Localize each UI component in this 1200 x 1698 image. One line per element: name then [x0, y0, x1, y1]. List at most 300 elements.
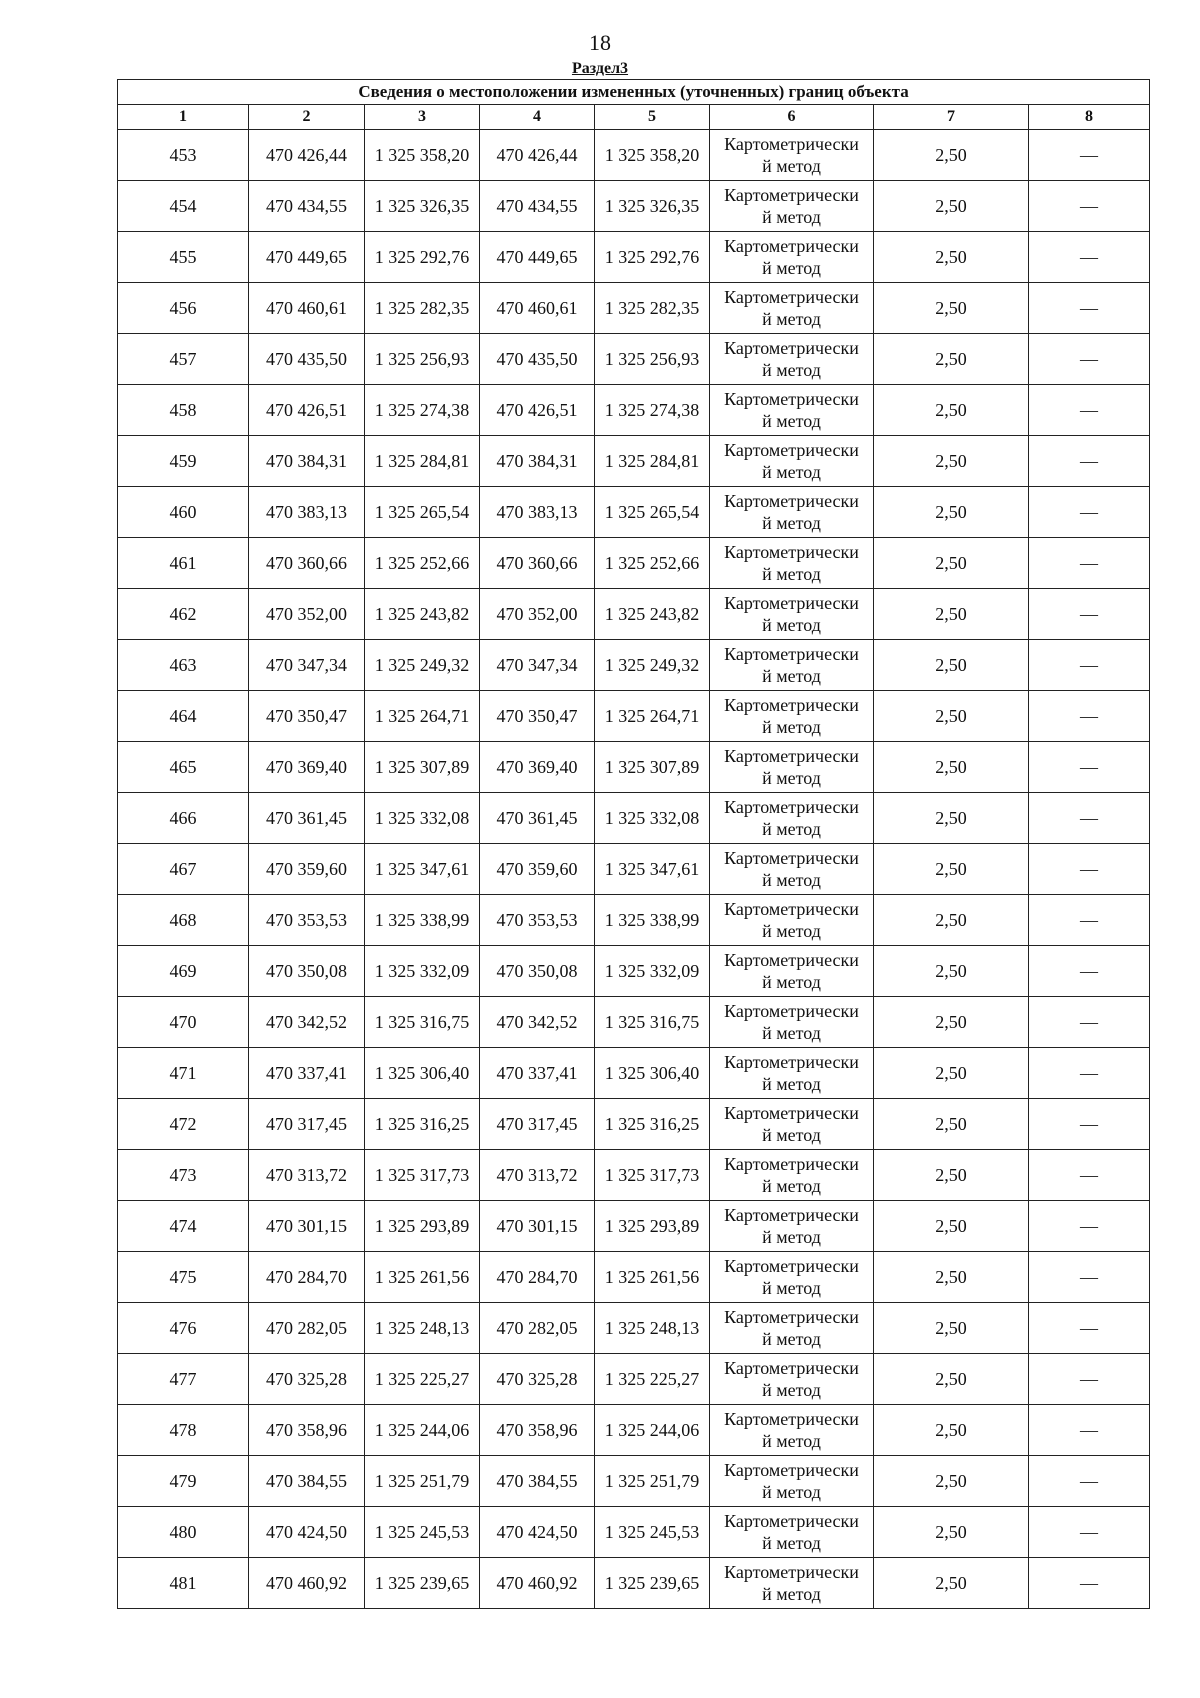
x-new-cell: 470 353,53	[480, 895, 595, 946]
method-cell	[710, 997, 874, 1048]
accuracy-cell: 2,50	[874, 1405, 1029, 1456]
y-new-cell: 1 325 239,65	[595, 1558, 710, 1609]
accuracy-cell: 2,50	[874, 1048, 1029, 1099]
method-text-line: Картометрически	[724, 1256, 859, 1276]
point-number-cell: 463	[118, 640, 249, 691]
point-number-cell: 453	[118, 130, 249, 181]
method-text-line: й метод	[762, 462, 821, 482]
x-new-cell: 470 384,31	[480, 436, 595, 487]
point-number-cell: 461	[118, 538, 249, 589]
method-text-line: й метод	[762, 1482, 821, 1502]
method-cell	[710, 946, 874, 997]
x-new-cell: 470 282,05	[480, 1303, 595, 1354]
x-existing-cell: 470 426,44	[249, 130, 365, 181]
method-text-line: Картометрически	[724, 746, 859, 766]
table-row	[118, 232, 1150, 283]
method-cell	[710, 538, 874, 589]
method-cell	[710, 742, 874, 793]
x-existing-cell: 470 359,60	[249, 844, 365, 895]
accuracy-cell: 2,50	[874, 385, 1029, 436]
y-existing-cell: 1 325 265,54	[365, 487, 480, 538]
y-existing-cell: 1 325 252,66	[365, 538, 480, 589]
x-existing-cell: 470 383,13	[249, 487, 365, 538]
point-number-cell: 473	[118, 1150, 249, 1201]
note-cell: —	[1029, 181, 1150, 232]
table-row	[118, 691, 1150, 742]
table-row	[118, 1201, 1150, 1252]
accuracy-cell: 2,50	[874, 640, 1029, 691]
x-existing-cell: 470 449,65	[249, 232, 365, 283]
method-cell	[710, 589, 874, 640]
x-existing-cell: 470 426,51	[249, 385, 365, 436]
y-existing-cell: 1 325 284,81	[365, 436, 480, 487]
x-new-cell: 470 301,15	[480, 1201, 595, 1252]
x-existing-cell: 470 342,52	[249, 997, 365, 1048]
method-text-line: Картометрически	[724, 134, 859, 154]
x-existing-cell: 470 301,15	[249, 1201, 365, 1252]
x-existing-cell: 470 350,08	[249, 946, 365, 997]
y-existing-cell: 1 325 347,61	[365, 844, 480, 895]
x-new-cell: 470 337,41	[480, 1048, 595, 1099]
note-cell: —	[1029, 946, 1150, 997]
column-number: 7	[874, 105, 1029, 130]
y-existing-cell: 1 325 261,56	[365, 1252, 480, 1303]
accuracy-cell: 2,50	[874, 538, 1029, 589]
method-cell	[710, 232, 874, 283]
table-row	[118, 895, 1150, 946]
y-new-cell: 1 325 358,20	[595, 130, 710, 181]
x-new-cell: 470 352,00	[480, 589, 595, 640]
y-new-cell: 1 325 317,73	[595, 1150, 710, 1201]
point-number-cell: 481	[118, 1558, 249, 1609]
note-cell: —	[1029, 232, 1150, 283]
accuracy-cell: 2,50	[874, 1201, 1029, 1252]
accuracy-cell: 2,50	[874, 334, 1029, 385]
y-existing-cell: 1 325 316,25	[365, 1099, 480, 1150]
accuracy-cell: 2,50	[874, 997, 1029, 1048]
method-text-line: Картометрически	[724, 899, 859, 919]
y-existing-cell: 1 325 332,09	[365, 946, 480, 997]
table-row	[118, 1405, 1150, 1456]
table-row	[118, 1099, 1150, 1150]
method-text-line: й метод	[762, 513, 821, 533]
y-existing-cell: 1 325 332,08	[365, 793, 480, 844]
y-existing-cell: 1 325 243,82	[365, 589, 480, 640]
accuracy-cell: 2,50	[874, 793, 1029, 844]
table-row	[118, 742, 1150, 793]
y-existing-cell: 1 325 256,93	[365, 334, 480, 385]
method-text-line: й метод	[762, 768, 821, 788]
table-caption-row	[118, 80, 1150, 105]
method-text-line: й метод	[762, 1533, 821, 1553]
method-text-line: й метод	[762, 1023, 821, 1043]
x-existing-cell: 470 313,72	[249, 1150, 365, 1201]
method-cell	[710, 895, 874, 946]
method-text-line: Картометрически	[724, 1460, 859, 1480]
x-existing-cell: 470 360,66	[249, 538, 365, 589]
y-new-cell: 1 325 252,66	[595, 538, 710, 589]
y-new-cell: 1 325 338,99	[595, 895, 710, 946]
method-text-line: й метод	[762, 360, 821, 380]
page-number: 18	[589, 30, 611, 55]
accuracy-cell: 2,50	[874, 1507, 1029, 1558]
point-number-cell: 464	[118, 691, 249, 742]
method-cell	[710, 130, 874, 181]
column-number: 4	[480, 105, 595, 130]
accuracy-cell: 2,50	[874, 1456, 1029, 1507]
method-cell	[710, 1456, 874, 1507]
y-existing-cell: 1 325 358,20	[365, 130, 480, 181]
note-cell: —	[1029, 742, 1150, 793]
y-new-cell: 1 325 274,38	[595, 385, 710, 436]
y-existing-cell: 1 325 225,27	[365, 1354, 480, 1405]
method-cell	[710, 385, 874, 436]
column-number: 3	[365, 105, 480, 130]
x-new-cell: 470 347,34	[480, 640, 595, 691]
y-new-cell: 1 325 347,61	[595, 844, 710, 895]
note-cell: —	[1029, 1507, 1150, 1558]
note-cell: —	[1029, 130, 1150, 181]
point-number-cell: 469	[118, 946, 249, 997]
point-number-cell: 474	[118, 1201, 249, 1252]
accuracy-cell: 2,50	[874, 844, 1029, 895]
method-text-line: й метод	[762, 1584, 821, 1604]
y-existing-cell: 1 325 316,75	[365, 997, 480, 1048]
y-new-cell: 1 325 251,79	[595, 1456, 710, 1507]
method-text-line: Картометрически	[724, 185, 859, 205]
accuracy-cell: 2,50	[874, 742, 1029, 793]
note-cell: —	[1029, 997, 1150, 1048]
method-cell	[710, 1303, 874, 1354]
y-new-cell: 1 325 264,71	[595, 691, 710, 742]
method-text-line: й метод	[762, 1380, 821, 1400]
x-existing-cell: 470 337,41	[249, 1048, 365, 1099]
method-text-line: Картометрически	[724, 1205, 859, 1225]
method-text-line: й метод	[762, 972, 821, 992]
y-existing-cell: 1 325 293,89	[365, 1201, 480, 1252]
method-text-line: й метод	[762, 1431, 821, 1451]
table-row	[118, 283, 1150, 334]
method-text-line: Картометрически	[724, 1358, 859, 1378]
accuracy-cell: 2,50	[874, 436, 1029, 487]
method-cell	[710, 1048, 874, 1099]
accuracy-cell: 2,50	[874, 1150, 1029, 1201]
point-number-cell: 462	[118, 589, 249, 640]
column-number: 8	[1029, 105, 1150, 130]
y-new-cell: 1 325 293,89	[595, 1201, 710, 1252]
table-row	[118, 844, 1150, 895]
note-cell: —	[1029, 589, 1150, 640]
y-existing-cell: 1 325 292,76	[365, 232, 480, 283]
point-number-cell: 454	[118, 181, 249, 232]
x-new-cell: 470 434,55	[480, 181, 595, 232]
point-number-cell: 460	[118, 487, 249, 538]
method-text-line: Картометрически	[724, 797, 859, 817]
y-existing-cell: 1 325 274,38	[365, 385, 480, 436]
x-new-cell: 470 359,60	[480, 844, 595, 895]
note-cell: —	[1029, 538, 1150, 589]
method-cell	[710, 1252, 874, 1303]
method-text-line: Картометрически	[724, 1409, 859, 1429]
x-existing-cell: 470 353,53	[249, 895, 365, 946]
note-cell: —	[1029, 844, 1150, 895]
accuracy-cell: 2,50	[874, 181, 1029, 232]
x-existing-cell: 470 350,47	[249, 691, 365, 742]
column-number: 5	[595, 105, 710, 130]
point-number-cell: 455	[118, 232, 249, 283]
accuracy-cell: 2,50	[874, 1303, 1029, 1354]
note-cell: —	[1029, 1303, 1150, 1354]
point-number-cell: 475	[118, 1252, 249, 1303]
point-number-cell: 476	[118, 1303, 249, 1354]
note-cell: —	[1029, 1099, 1150, 1150]
x-existing-cell: 470 434,55	[249, 181, 365, 232]
x-existing-cell: 470 369,40	[249, 742, 365, 793]
y-existing-cell: 1 325 245,53	[365, 1507, 480, 1558]
y-new-cell: 1 325 332,08	[595, 793, 710, 844]
note-cell: —	[1029, 1252, 1150, 1303]
point-number-cell: 479	[118, 1456, 249, 1507]
method-cell	[710, 1558, 874, 1609]
method-text-line: Картометрически	[724, 695, 859, 715]
method-text-line: й метод	[762, 666, 821, 686]
table-row	[118, 487, 1150, 538]
table-row	[118, 1507, 1150, 1558]
method-text-line: й метод	[762, 615, 821, 635]
point-number-cell: 478	[118, 1405, 249, 1456]
x-new-cell: 470 284,70	[480, 1252, 595, 1303]
x-new-cell: 470 350,08	[480, 946, 595, 997]
method-cell	[710, 334, 874, 385]
method-text-line: й метод	[762, 870, 821, 890]
method-cell	[710, 793, 874, 844]
method-text-line: Картометрически	[724, 593, 859, 613]
y-new-cell: 1 325 245,53	[595, 1507, 710, 1558]
x-existing-cell: 470 347,34	[249, 640, 365, 691]
accuracy-cell: 2,50	[874, 1354, 1029, 1405]
table-row	[118, 334, 1150, 385]
table-row	[118, 997, 1150, 1048]
method-text-line: Картометрически	[724, 1307, 859, 1327]
y-new-cell: 1 325 249,32	[595, 640, 710, 691]
y-new-cell: 1 325 284,81	[595, 436, 710, 487]
column-number: 6	[710, 105, 874, 130]
point-number-cell: 458	[118, 385, 249, 436]
accuracy-cell: 2,50	[874, 946, 1029, 997]
x-new-cell: 470 384,55	[480, 1456, 595, 1507]
accuracy-cell: 2,50	[874, 589, 1029, 640]
method-text-line: й метод	[762, 1125, 821, 1145]
y-new-cell: 1 325 244,06	[595, 1405, 710, 1456]
method-text-line: Картометрически	[724, 440, 859, 460]
table-row	[118, 538, 1150, 589]
method-text-line: й метод	[762, 1074, 821, 1094]
method-text-line: Картометрически	[724, 542, 859, 562]
accuracy-cell: 2,50	[874, 130, 1029, 181]
method-text-line: й метод	[762, 717, 821, 737]
x-new-cell: 470 350,47	[480, 691, 595, 742]
method-text-line: Картометрически	[724, 1154, 859, 1174]
y-existing-cell: 1 325 326,35	[365, 181, 480, 232]
x-new-cell: 470 460,61	[480, 283, 595, 334]
table-row	[118, 1456, 1150, 1507]
method-text-line: й метод	[762, 1176, 821, 1196]
point-number-cell: 456	[118, 283, 249, 334]
point-number-cell: 471	[118, 1048, 249, 1099]
y-new-cell: 1 325 326,35	[595, 181, 710, 232]
y-existing-cell: 1 325 307,89	[365, 742, 480, 793]
column-number: 2	[249, 105, 365, 130]
note-cell: —	[1029, 640, 1150, 691]
y-existing-cell: 1 325 282,35	[365, 283, 480, 334]
column-number-row	[118, 105, 1150, 130]
note-cell: —	[1029, 895, 1150, 946]
method-cell	[710, 1099, 874, 1150]
table-row	[118, 385, 1150, 436]
table-row	[118, 436, 1150, 487]
x-new-cell: 470 361,45	[480, 793, 595, 844]
accuracy-cell: 2,50	[874, 1252, 1029, 1303]
method-text-line: й метод	[762, 1278, 821, 1298]
x-new-cell: 470 325,28	[480, 1354, 595, 1405]
point-number-cell: 470	[118, 997, 249, 1048]
method-text-line: Картометрически	[724, 389, 859, 409]
table-row	[118, 1558, 1150, 1609]
accuracy-cell: 2,50	[874, 283, 1029, 334]
y-new-cell: 1 325 282,35	[595, 283, 710, 334]
method-text-line: Картометрически	[724, 950, 859, 970]
method-text-line: й метод	[762, 156, 821, 176]
x-new-cell: 470 358,96	[480, 1405, 595, 1456]
note-cell: —	[1029, 691, 1150, 742]
x-new-cell: 470 383,13	[480, 487, 595, 538]
point-number-cell: 459	[118, 436, 249, 487]
method-text-line: й метод	[762, 1227, 821, 1247]
method-cell	[710, 1201, 874, 1252]
point-number-cell: 465	[118, 742, 249, 793]
y-existing-cell: 1 325 244,06	[365, 1405, 480, 1456]
y-new-cell: 1 325 316,25	[595, 1099, 710, 1150]
x-new-cell: 470 426,44	[480, 130, 595, 181]
method-cell	[710, 283, 874, 334]
method-text-line: Картометрически	[724, 1562, 859, 1582]
table-row	[118, 1150, 1150, 1201]
x-existing-cell: 470 460,92	[249, 1558, 365, 1609]
table-row	[118, 181, 1150, 232]
x-new-cell: 470 426,51	[480, 385, 595, 436]
point-number-cell: 467	[118, 844, 249, 895]
method-cell	[710, 1507, 874, 1558]
method-text-line: й метод	[762, 819, 821, 839]
note-cell: —	[1029, 1405, 1150, 1456]
method-text-line: Картометрически	[724, 1103, 859, 1123]
accuracy-cell: 2,50	[874, 232, 1029, 283]
y-existing-cell: 1 325 306,40	[365, 1048, 480, 1099]
x-existing-cell: 470 317,45	[249, 1099, 365, 1150]
y-existing-cell: 1 325 251,79	[365, 1456, 480, 1507]
method-text-line: й метод	[762, 1329, 821, 1349]
column-number: 1	[118, 105, 249, 130]
method-cell	[710, 1405, 874, 1456]
table-row	[118, 1354, 1150, 1405]
method-text-line: Картометрически	[724, 1001, 859, 1021]
x-existing-cell: 470 361,45	[249, 793, 365, 844]
method-text-line: Картометрически	[724, 1511, 859, 1531]
point-number-cell: 480	[118, 1507, 249, 1558]
method-text-line: й метод	[762, 921, 821, 941]
method-text-line: Картометрически	[724, 287, 859, 307]
method-text-line: й метод	[762, 564, 821, 584]
method-cell	[710, 844, 874, 895]
accuracy-cell: 2,50	[874, 1558, 1029, 1609]
method-cell	[710, 181, 874, 232]
note-cell: —	[1029, 334, 1150, 385]
y-new-cell: 1 325 261,56	[595, 1252, 710, 1303]
table-row	[118, 1048, 1150, 1099]
method-text-line: Картометрически	[724, 1052, 859, 1072]
note-cell: —	[1029, 1048, 1150, 1099]
note-cell: —	[1029, 1354, 1150, 1405]
table-row	[118, 130, 1150, 181]
table-row	[118, 640, 1150, 691]
note-cell: —	[1029, 1150, 1150, 1201]
point-number-cell: 466	[118, 793, 249, 844]
y-new-cell: 1 325 243,82	[595, 589, 710, 640]
method-text-line: й метод	[762, 207, 821, 227]
y-existing-cell: 1 325 338,99	[365, 895, 480, 946]
table-row	[118, 1303, 1150, 1354]
method-text-line: й метод	[762, 258, 821, 278]
y-new-cell: 1 325 292,76	[595, 232, 710, 283]
table-row	[118, 589, 1150, 640]
table-title: Сведения о местоположении измененных (уточненных) границ объекта	[118, 80, 1150, 105]
accuracy-cell: 2,50	[874, 1099, 1029, 1150]
x-existing-cell: 470 325,28	[249, 1354, 365, 1405]
x-existing-cell: 470 352,00	[249, 589, 365, 640]
y-new-cell: 1 325 316,75	[595, 997, 710, 1048]
x-new-cell: 470 342,52	[480, 997, 595, 1048]
note-cell: —	[1029, 436, 1150, 487]
x-new-cell: 470 360,66	[480, 538, 595, 589]
x-new-cell: 470 424,50	[480, 1507, 595, 1558]
note-cell: —	[1029, 385, 1150, 436]
method-text-line: Картометрически	[724, 644, 859, 664]
y-new-cell: 1 325 332,09	[595, 946, 710, 997]
method-cell	[710, 691, 874, 742]
method-text-line: Картометрически	[724, 236, 859, 256]
method-text-line: й метод	[762, 309, 821, 329]
accuracy-cell: 2,50	[874, 895, 1029, 946]
x-existing-cell: 470 435,50	[249, 334, 365, 385]
table-row	[118, 946, 1150, 997]
y-new-cell: 1 325 307,89	[595, 742, 710, 793]
x-existing-cell: 470 460,61	[249, 283, 365, 334]
note-cell: —	[1029, 1558, 1150, 1609]
point-number-cell: 477	[118, 1354, 249, 1405]
y-new-cell: 1 325 256,93	[595, 334, 710, 385]
method-cell	[710, 1354, 874, 1405]
y-new-cell: 1 325 265,54	[595, 487, 710, 538]
y-existing-cell: 1 325 249,32	[365, 640, 480, 691]
x-existing-cell: 470 284,70	[249, 1252, 365, 1303]
accuracy-cell: 2,50	[874, 691, 1029, 742]
x-new-cell: 470 313,72	[480, 1150, 595, 1201]
x-existing-cell: 470 358,96	[249, 1405, 365, 1456]
method-text-line: Картометрически	[724, 848, 859, 868]
method-text-line: Картометрически	[724, 338, 859, 358]
x-existing-cell: 470 384,55	[249, 1456, 365, 1507]
accuracy-cell: 2,50	[874, 487, 1029, 538]
